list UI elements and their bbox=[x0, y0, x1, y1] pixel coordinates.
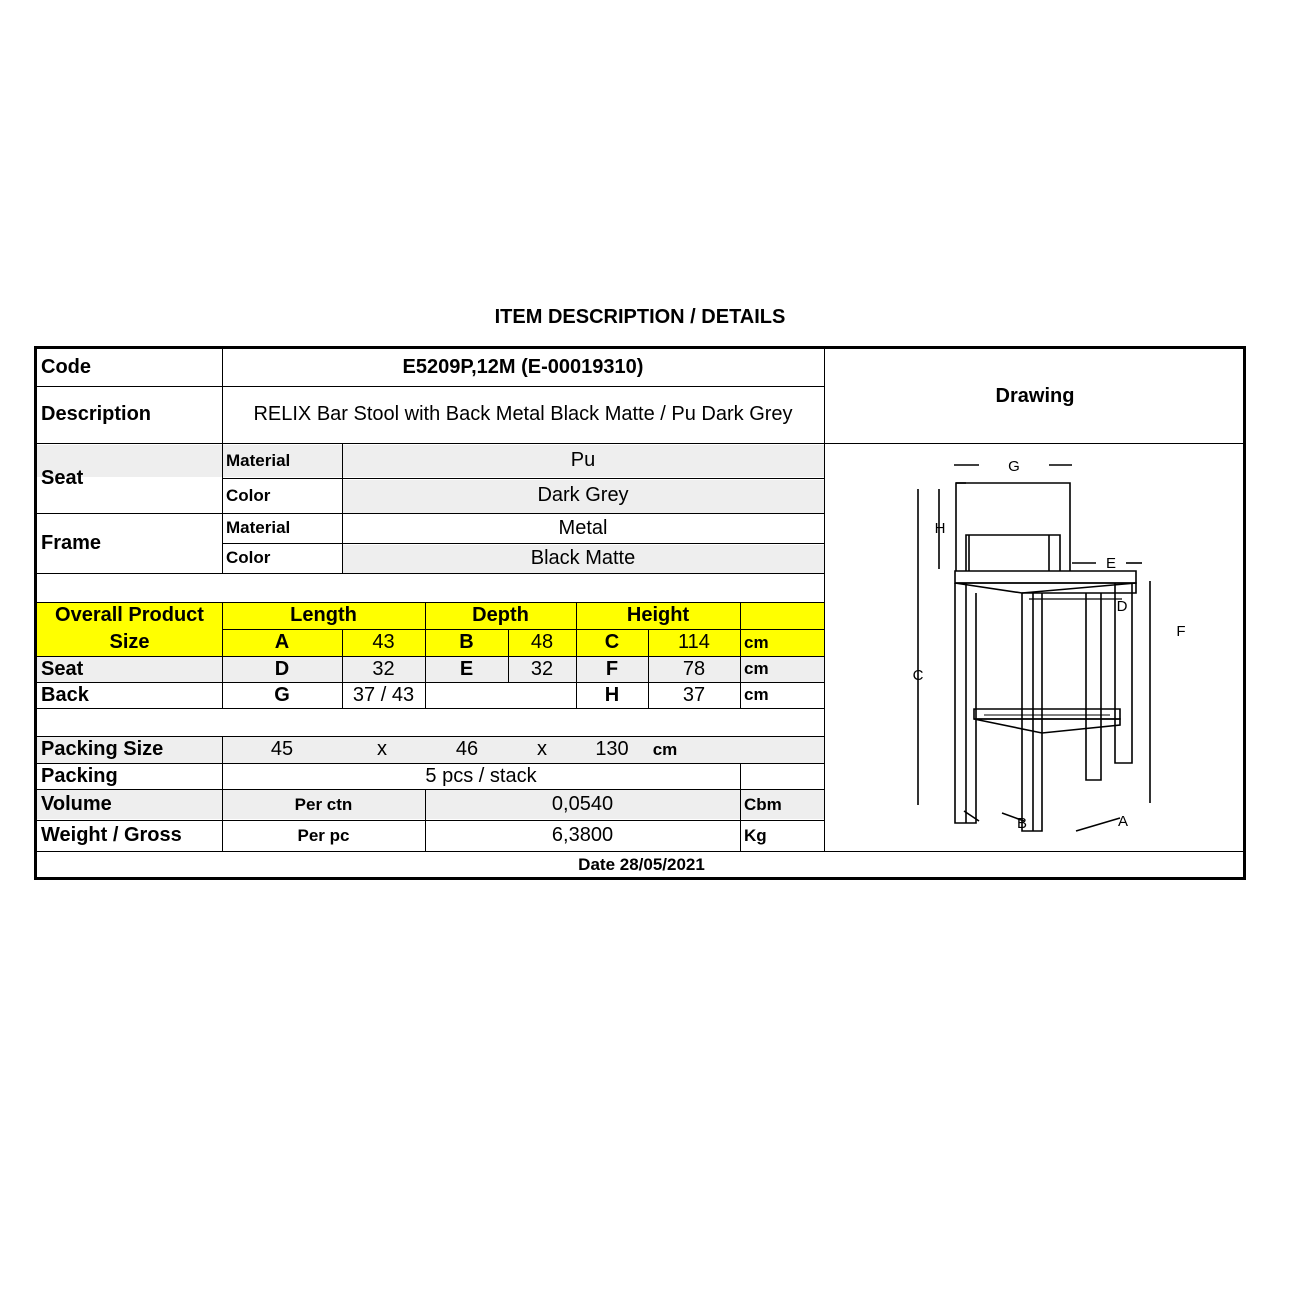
code-value: E5209P,12M (E-00019310) bbox=[402, 356, 644, 378]
dim-letter-b: B bbox=[1016, 815, 1028, 832]
dim-letter-a: A bbox=[1117, 813, 1129, 830]
volume-unit: Cbm bbox=[744, 794, 782, 814]
dim-g-letter: G bbox=[274, 683, 290, 706]
packing-size-length: 45 bbox=[270, 738, 294, 760]
packing-label: Packing bbox=[41, 764, 118, 787]
back-size-label: Back bbox=[41, 683, 89, 706]
date-footer: Date 28/05/2021 bbox=[578, 854, 705, 874]
packing-size-x2: x bbox=[537, 738, 547, 760]
seat-size-unit: cm bbox=[744, 659, 769, 678]
dim-letter-c: C bbox=[912, 667, 924, 684]
packing-size-depth: 46 bbox=[455, 738, 479, 760]
code-label: Code bbox=[41, 356, 91, 378]
dim-a-letter: A bbox=[274, 631, 290, 653]
dim-b-value: 48 bbox=[530, 631, 554, 653]
back-size-unit: cm bbox=[744, 685, 769, 704]
packing-size-label: Packing Size bbox=[41, 738, 164, 760]
overall-unit: cm bbox=[744, 632, 769, 652]
dim-d-letter: D bbox=[274, 657, 290, 680]
frame-label: Frame bbox=[41, 531, 102, 554]
spec-sheet bbox=[34, 346, 1246, 880]
volume-label: Volume bbox=[41, 793, 112, 815]
bar-stool-drawing bbox=[824, 443, 1246, 851]
seat-color-value: Dark Grey bbox=[537, 484, 629, 506]
document-title: ITEM DESCRIPTION / DETAILS bbox=[494, 306, 786, 328]
frame-material-value: Metal bbox=[558, 516, 608, 539]
weight-label: Weight / Gross bbox=[41, 824, 182, 846]
dim-b-letter: B bbox=[459, 631, 474, 653]
volume-value: 0,0540 bbox=[551, 793, 614, 815]
seat-color-label: Color bbox=[226, 485, 271, 505]
seat-label: Seat bbox=[41, 466, 84, 489]
dim-e-letter: E bbox=[459, 657, 474, 680]
dim-h-value: 37 bbox=[682, 683, 706, 706]
description-label: Description bbox=[41, 403, 152, 425]
dim-h-letter: H bbox=[604, 683, 620, 706]
seat-material-value: Pu bbox=[570, 449, 596, 471]
weight-value: 6,3800 bbox=[551, 824, 614, 846]
weight-unit: Kg bbox=[744, 825, 767, 845]
packing-value: 5 pcs / stack bbox=[425, 764, 537, 787]
dim-letter-h: H bbox=[934, 520, 946, 537]
volume-per: Per ctn bbox=[294, 794, 353, 814]
packing-size-unit: cm bbox=[652, 739, 678, 759]
depth-header: Depth bbox=[472, 604, 529, 626]
seat-size-label: Seat bbox=[41, 657, 84, 680]
length-header: Length bbox=[290, 604, 357, 626]
dim-f-value: 78 bbox=[682, 657, 706, 680]
frame-color-value: Black Matte bbox=[530, 546, 636, 569]
weight-per: Per pc bbox=[297, 825, 350, 845]
dim-c-value: 114 bbox=[678, 631, 710, 653]
dim-letter-e: E bbox=[1105, 555, 1117, 572]
dim-letter-d: D bbox=[1116, 598, 1128, 615]
packing-size-x1: x bbox=[377, 738, 387, 760]
packing-size-height: 130 bbox=[595, 738, 629, 760]
dim-a-value: 43 bbox=[372, 631, 395, 653]
dim-d-value: 32 bbox=[372, 657, 395, 680]
drawing-label: Drawing bbox=[995, 384, 1075, 407]
dim-g-value: 37 / 43 bbox=[352, 683, 415, 706]
height-header: Height bbox=[626, 604, 690, 626]
frame-color-label: Color bbox=[226, 548, 271, 567]
dim-letter-g: G bbox=[1008, 458, 1020, 475]
seat-material-label: Material bbox=[226, 450, 291, 470]
dim-e-value: 32 bbox=[530, 657, 554, 680]
frame-material-label: Material bbox=[226, 518, 291, 537]
dim-c-letter: C bbox=[604, 631, 620, 653]
description-value: RELIX Bar Stool with Back Metal Black Matte / Pu Dark Grey bbox=[253, 403, 793, 425]
overall-size-label-1: Overall Product bbox=[55, 604, 204, 626]
dim-f-letter: F bbox=[605, 657, 619, 680]
dim-letter-f: F bbox=[1176, 623, 1186, 640]
overall-size-label-2: Size bbox=[109, 631, 150, 653]
